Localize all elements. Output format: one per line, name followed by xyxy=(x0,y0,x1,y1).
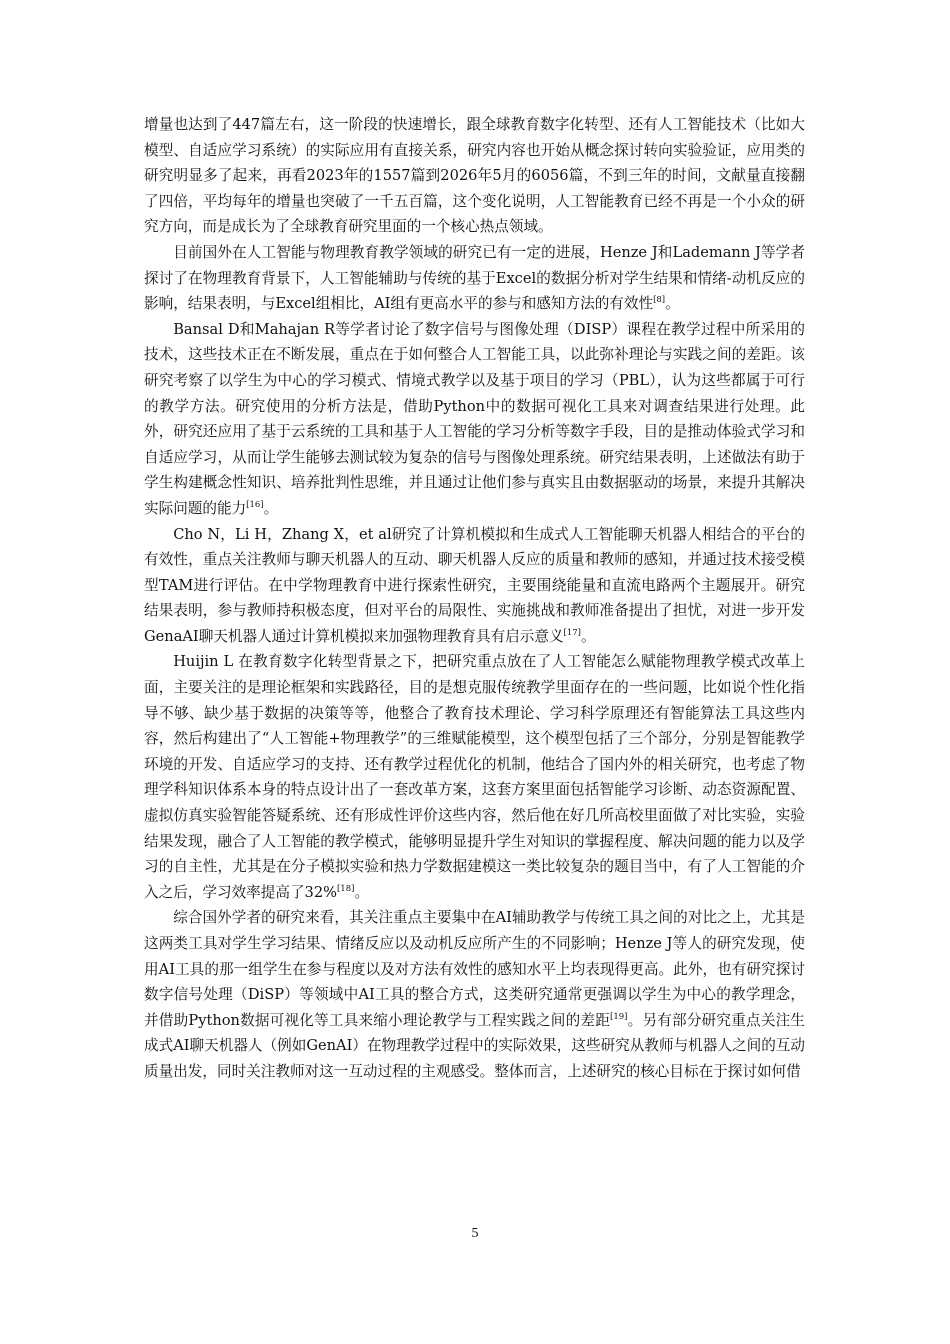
citation-reference: [19] xyxy=(610,1011,628,1022)
citation-reference: [8] xyxy=(653,295,666,306)
body-text xyxy=(144,112,805,1085)
citation-reference: [17] xyxy=(563,628,581,639)
paragraph-text: Cho N，Li H，Zhang X，et al研究了计算机模拟和生成式人工智能聊天机器人相结合的平台的有效性，重点关注教师与聊天机器人的互动、聊天机器人反应的质量和教师的感知，并通过技术接受模型TAM进行评估。在中学物理教育中进行探索性研究，主要围绕能量和直流电路两个主题展开。研究结果表明，参与教师持积极态度，但对平台的局限性、实施挑战和教师准备提出了担忧，对进一步开发GenaAI聊天机器人通过计算机模拟来加强物理教育具有启示意义 xyxy=(144,525,805,645)
paragraph-text: 增量也达到了447篇左右，这一阶段的快速增长，跟全球教育数字化转型、还有人工智能技术（比如大模型、自适应学习系统）的实际应用有直接关系，研究内容也开始从概念探讨转向实验验证，应用类的研究明显多了起来，再看2023年的1557篇到2026年5月的6056篇，不到三年的时间，文献量直接翻了四倍，平均每年的增量也突破了一千五百篇，这个变化说明，人工智能教育已经不再是一个小众的研究方向，而是成长为了全球教育研究里面的一个核心热点领域。 xyxy=(144,116,805,236)
paragraph-text: Huijin L 在教育数字化转型背景之下，把研究重点放在了人工智能怎么赋能物理教学模式改革上面，主要关注的是理论框架和实践路径，目的是想克服传统教学里面存在的一些问题，比如说个性化指导不够、缺少基于数据的决策等等，他整合了教育技术理论、学习科学原理还有智能算法工具这些内容，然后构建出了“人工智能+物理教学”的三维赋能模型，这个模型包括了三个部分，分别是智能教学环境的开发、自适应学习的支持、还有教学过程优化的机制，他结合了国内外的相关研究，也考虑了物理学科知识体系本身的特点设计出了一套改革方案，这套方案里面包括智能学习诊断、动态资源配置、虚拟仿真实验智能答疑系统、还有形成性评价这些内容，然后他在好几所高校里面做了对比实验，实验结果发现，融合了人工智能的教学模式，能够明显提升学生对知识的掌握程度、解决问题的能力以及学习的自主性，尤其是在分子模拟实验和热力学数据建模这一类比较复杂的题目当中，有了人工智能的介入之后，学习效率提高了32% xyxy=(144,653,805,901)
paragraph-text: 目前国外在人工智能与物理教育教学领域的研究已有一定的进展，Henze J和Lademann J等学者探讨了在物理教育背景下，人工智能辅助与传统的基于Excel的数据分析对学生结果和情绪-动机反应的影响，结果表明，与Excel组相比，AI组有更高水平的参与和感知方法的有效性 xyxy=(144,243,805,313)
paragraph-text: Bansal D和Mahajan R等学者讨论了数字信号与图像处理（DISP）课程在教学过程中所采用的技术，这些技术正在不断发展，重点在于如何整合人工智能工具，以此弥补理论与实践之间的差距。该研究考察了以学生为中心的学习模式、情境式教学以及基于项目的学习（PBL），认为这些都属于可行的教学方法。研究使用的分析方法是，借助Python中的数据可视化工具来对调查结果进行处理。此外，研究还应用了基于云系统的工具和基于人工智能的学习分析等数字手段，目的是推动体验式学习和自适应学习，从而让学生能够去测试较为复杂的信号与图像处理系统。研究结果表明，上述做法有助于学生构建概念性知识、培养批判性思维，并且通过让他们参与真实且由数据驱动的场景，来提升其解决实际问题的能力 xyxy=(144,320,805,517)
paragraph xyxy=(144,317,805,522)
paragraph-text: 。 xyxy=(665,295,680,313)
paragraph xyxy=(144,905,805,1084)
paragraph xyxy=(144,112,805,240)
citation-reference: [18] xyxy=(336,883,355,894)
paragraph-text: 。另有部分研究重点关注生成式AI聊天机器人（例如GenAI）在物理教学过程中的实际效果，这些研究从教师与机器人之间的互动质量出发，同时关注教师对这一互动过程的主观感受。整体而言，上述研究的核心目标在于探讨如何借 xyxy=(144,1011,805,1080)
paragraph xyxy=(144,649,805,905)
paragraph-text: 综合国外学者的研究来看，其关注重点主要集中在AI辅助教学与传统工具之间的对比之上，尤其是这两类工具对学生学习结果、情绪反应以及动机反应所产生的不同影响；Henze J等人的研究发现，使用AI工具的那一组学生在参与程度以及对方法有效性的感知水平上均表现得更高。此外，也有研究探讨数字信号处理（DiSP）等领域中AI工具的整合方式，这类研究通常更强调以学生为中心的教学理念，并借助Python数据可视化等工具来缩小理论教学与工程实践之间的差距 xyxy=(144,909,805,1029)
paragraph-text: 。 xyxy=(354,883,370,901)
paragraph-text: 。 xyxy=(581,627,596,645)
paragraph-text: 。 xyxy=(263,499,279,517)
paragraph xyxy=(144,240,805,317)
page-number: 5 xyxy=(471,1226,479,1241)
citation-reference: [16] xyxy=(246,500,264,511)
paragraph xyxy=(144,522,805,650)
